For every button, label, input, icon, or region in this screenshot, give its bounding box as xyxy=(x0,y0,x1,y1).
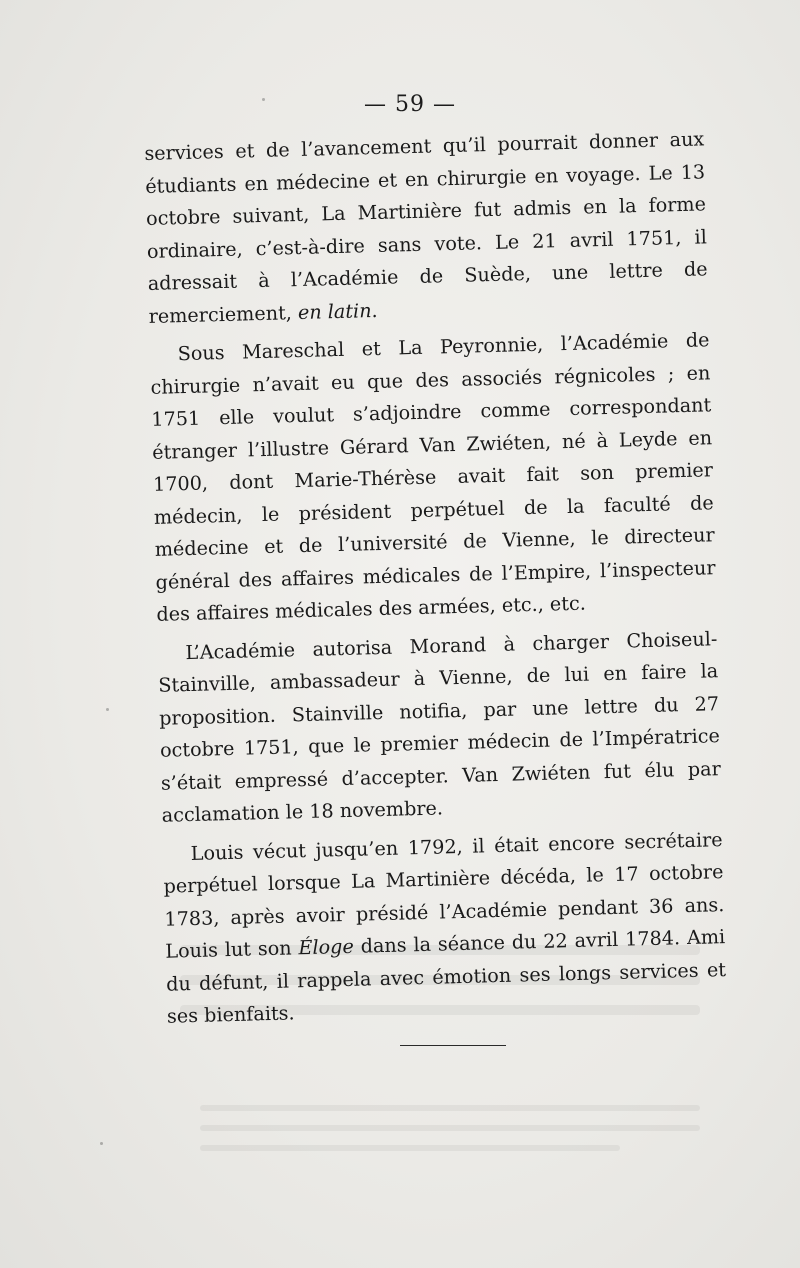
body-text xyxy=(144,123,727,1039)
text-run: Louis vécut jusqu’en 1792, il était encore secrétaire perpétuel lorsque La Martinière décéda, le 17 octobre 1783, après avoir présidé l’Académie pendant 36 ans. Louis lut son xyxy=(163,827,725,963)
paper-speck xyxy=(100,1142,103,1145)
end-rule xyxy=(400,1045,506,1046)
page-number: — 59 — xyxy=(364,92,456,117)
text-run: dans la séance du 22 avril 1784. Ami du défunt, il rappela avec émotion ses longs services et ses bienfaits. xyxy=(165,925,727,1028)
paragraph xyxy=(162,824,727,1034)
italic-text: en latin xyxy=(297,298,372,324)
text-run: services et de l’avancement qu’il pourrait donner aux étudiants en médecine et en chirurgie en voyage. Le 13 octobre suivant, La Martinière fut admis en la forme ordinaire, c’est-à-dire sans vote. Le 21 avril 1751, il adressait à l’Académie de Suède, une lettre de remerciement, xyxy=(144,127,708,328)
paragraph xyxy=(157,623,722,833)
italic-text: Éloge xyxy=(298,934,355,960)
paper-speck xyxy=(106,708,109,711)
text-run: L’Académie autorisa Morand à charger Choiseul-Stainville, ambassadeur à Vienne, de lui en faire la proposition. Stainville notifia, par une lettre du 27 octobre 1751, que le premier médecin de l’Impératrice s’était empressé d’accepter. Van Zwiéten fut élu par acclamation le 18 novembre. xyxy=(158,626,721,827)
paragraph xyxy=(149,324,716,631)
show-through-line xyxy=(200,1145,620,1151)
paragraph xyxy=(144,123,709,333)
show-through-line xyxy=(200,1125,700,1131)
text-run: Sous Mareschal et La Peyronnie, l’Académie de chirurgie n’avait eu que des associés régnicoles ; en 1751 elle voulut s’adjoindre comme correspondant étranger l’illustre Gérard Van Zwiéten, né à Leyde en 1700, dont Marie-Thérèse avait fait son premier médecin, le président perpétuel de la faculté de médecine et de l’université de Vienne, le directeur général des affaires médicales de l’Empire, l’inspecteur des affaires médicales des armées, etc., etc. xyxy=(150,328,716,626)
show-through-line xyxy=(200,1105,700,1111)
text-run: . xyxy=(371,298,378,322)
